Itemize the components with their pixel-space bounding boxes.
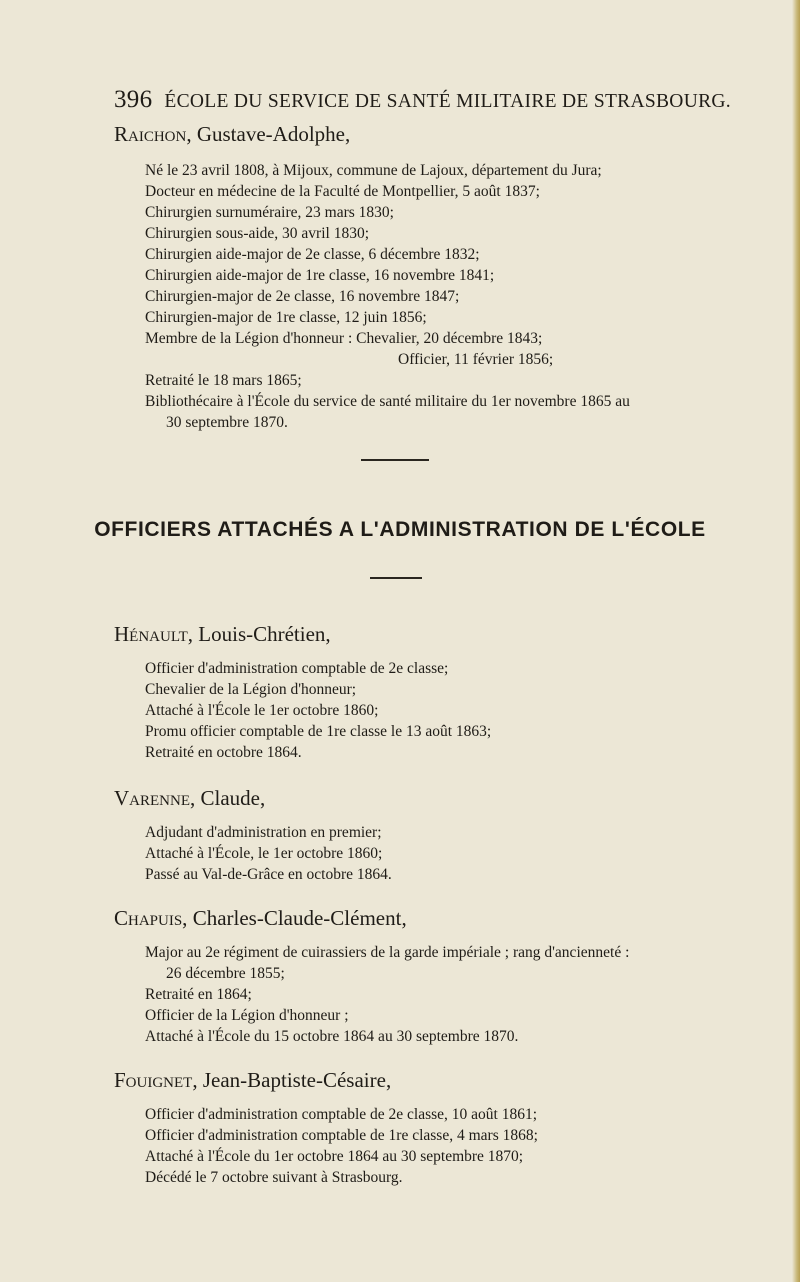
entry-line: Chevalier de la Légion d'honneur; bbox=[145, 681, 357, 698]
surname: Hénault, bbox=[114, 622, 194, 646]
given-names: Jean-Baptiste-Césaire, bbox=[197, 1068, 392, 1092]
entry-name-henault bbox=[114, 622, 331, 647]
page-edge bbox=[792, 0, 800, 1282]
entry-line: 26 décembre 1855; bbox=[166, 965, 285, 982]
entry-line: Né le 23 avril 1808, à Mijoux, commune de Lajoux, département du Jura; bbox=[145, 162, 602, 179]
surname: Fouignet, bbox=[114, 1068, 198, 1092]
entry-name-raichon bbox=[114, 122, 350, 147]
entry-line: Décédé le 7 octobre suivant à Strasbourg. bbox=[145, 1169, 403, 1186]
surname: Varenne, bbox=[114, 786, 196, 810]
entry-name-fouignet bbox=[114, 1068, 391, 1093]
given-names: Louis-Chrétien, bbox=[193, 622, 331, 646]
entry-name-chapuis bbox=[114, 906, 407, 931]
entry-line: Attaché à l'École, le 1er octobre 1860; bbox=[145, 845, 383, 862]
surname: Raichon, bbox=[114, 122, 192, 146]
entry-line: Attaché à l'École le 1er octobre 1860; bbox=[145, 702, 379, 719]
separator-rule bbox=[361, 459, 429, 461]
entry-name-varenne bbox=[114, 786, 265, 811]
entry-line: Chirurgien aide-major de 2e classe, 6 décembre 1832; bbox=[145, 246, 480, 263]
entry-line: Attaché à l'École du 15 octobre 1864 au 30 septembre 1870. bbox=[145, 1028, 519, 1045]
entry-line: Officier d'administration comptable de 1re classe, 4 mars 1868; bbox=[145, 1127, 538, 1144]
page-number: 396 bbox=[114, 86, 153, 113]
entry-line: Attaché à l'École du 1er octobre 1864 au 30 septembre 1870; bbox=[145, 1148, 524, 1165]
entry-line: Chirurgien surnuméraire, 23 mars 1830; bbox=[145, 204, 394, 221]
entry-line: Chirurgien sous-aide, 30 avril 1830; bbox=[145, 225, 370, 242]
entry-line: Promu officier comptable de 1re classe le 13 août 1863; bbox=[145, 723, 492, 740]
entry-line: Officier d'administration comptable de 2e classe, 10 août 1861; bbox=[145, 1106, 538, 1123]
entry-line: Chirurgien-major de 1re classe, 12 juin 1856; bbox=[145, 309, 427, 326]
entry-line: Docteur en médecine de la Faculté de Montpellier, 5 août 1837; bbox=[145, 183, 540, 200]
entry-line: Major au 2e régiment de cuirassiers de la garde impériale ; rang d'ancienneté : bbox=[145, 944, 630, 961]
separator-rule bbox=[370, 577, 422, 579]
entry-line: Chirurgien aide-major de 1re classe, 16 novembre 1841; bbox=[145, 267, 495, 284]
entry-line: Officier de la Légion d'honneur ; bbox=[145, 1007, 349, 1024]
given-names: Gustave-Adolphe, bbox=[191, 122, 351, 146]
section-title: OFFICIERS ATTACHÉS A L'ADMINISTRATION DE L'ÉCOLE bbox=[94, 518, 706, 541]
given-names: Claude, bbox=[195, 786, 266, 810]
entry-line: Adjudant d'administration en premier; bbox=[145, 824, 382, 841]
given-names: Charles-Claude-Clément, bbox=[187, 906, 407, 930]
entry-line: Bibliothécaire à l'École du service de santé militaire du 1er novembre 1865 au bbox=[145, 393, 630, 410]
entry-line: Retraité le 18 mars 1865; bbox=[145, 372, 302, 389]
entry-line: Membre de la Légion d'honneur : Chevalier, 20 décembre 1843; bbox=[145, 330, 543, 347]
entry-line: Chirurgien-major de 2e classe, 16 novembre 1847; bbox=[145, 288, 460, 305]
entry-line: Officier, 11 février 1856; bbox=[398, 351, 554, 368]
entry-line: 30 septembre 1870. bbox=[166, 414, 288, 431]
running-header bbox=[114, 86, 734, 122]
entry-line: Officier d'administration comptable de 2e classe; bbox=[145, 660, 449, 677]
entry-line: Retraité en 1864; bbox=[145, 986, 252, 1003]
entry-line: Passé au Val-de-Grâce en octobre 1864. bbox=[145, 866, 392, 883]
surname: Chapuis, bbox=[114, 906, 188, 930]
running-title: ÉCOLE DU SERVICE DE SANTÉ MILITAIRE DE STRASBOURG. bbox=[164, 91, 731, 112]
entry-line: Retraité en octobre 1864. bbox=[145, 744, 302, 761]
